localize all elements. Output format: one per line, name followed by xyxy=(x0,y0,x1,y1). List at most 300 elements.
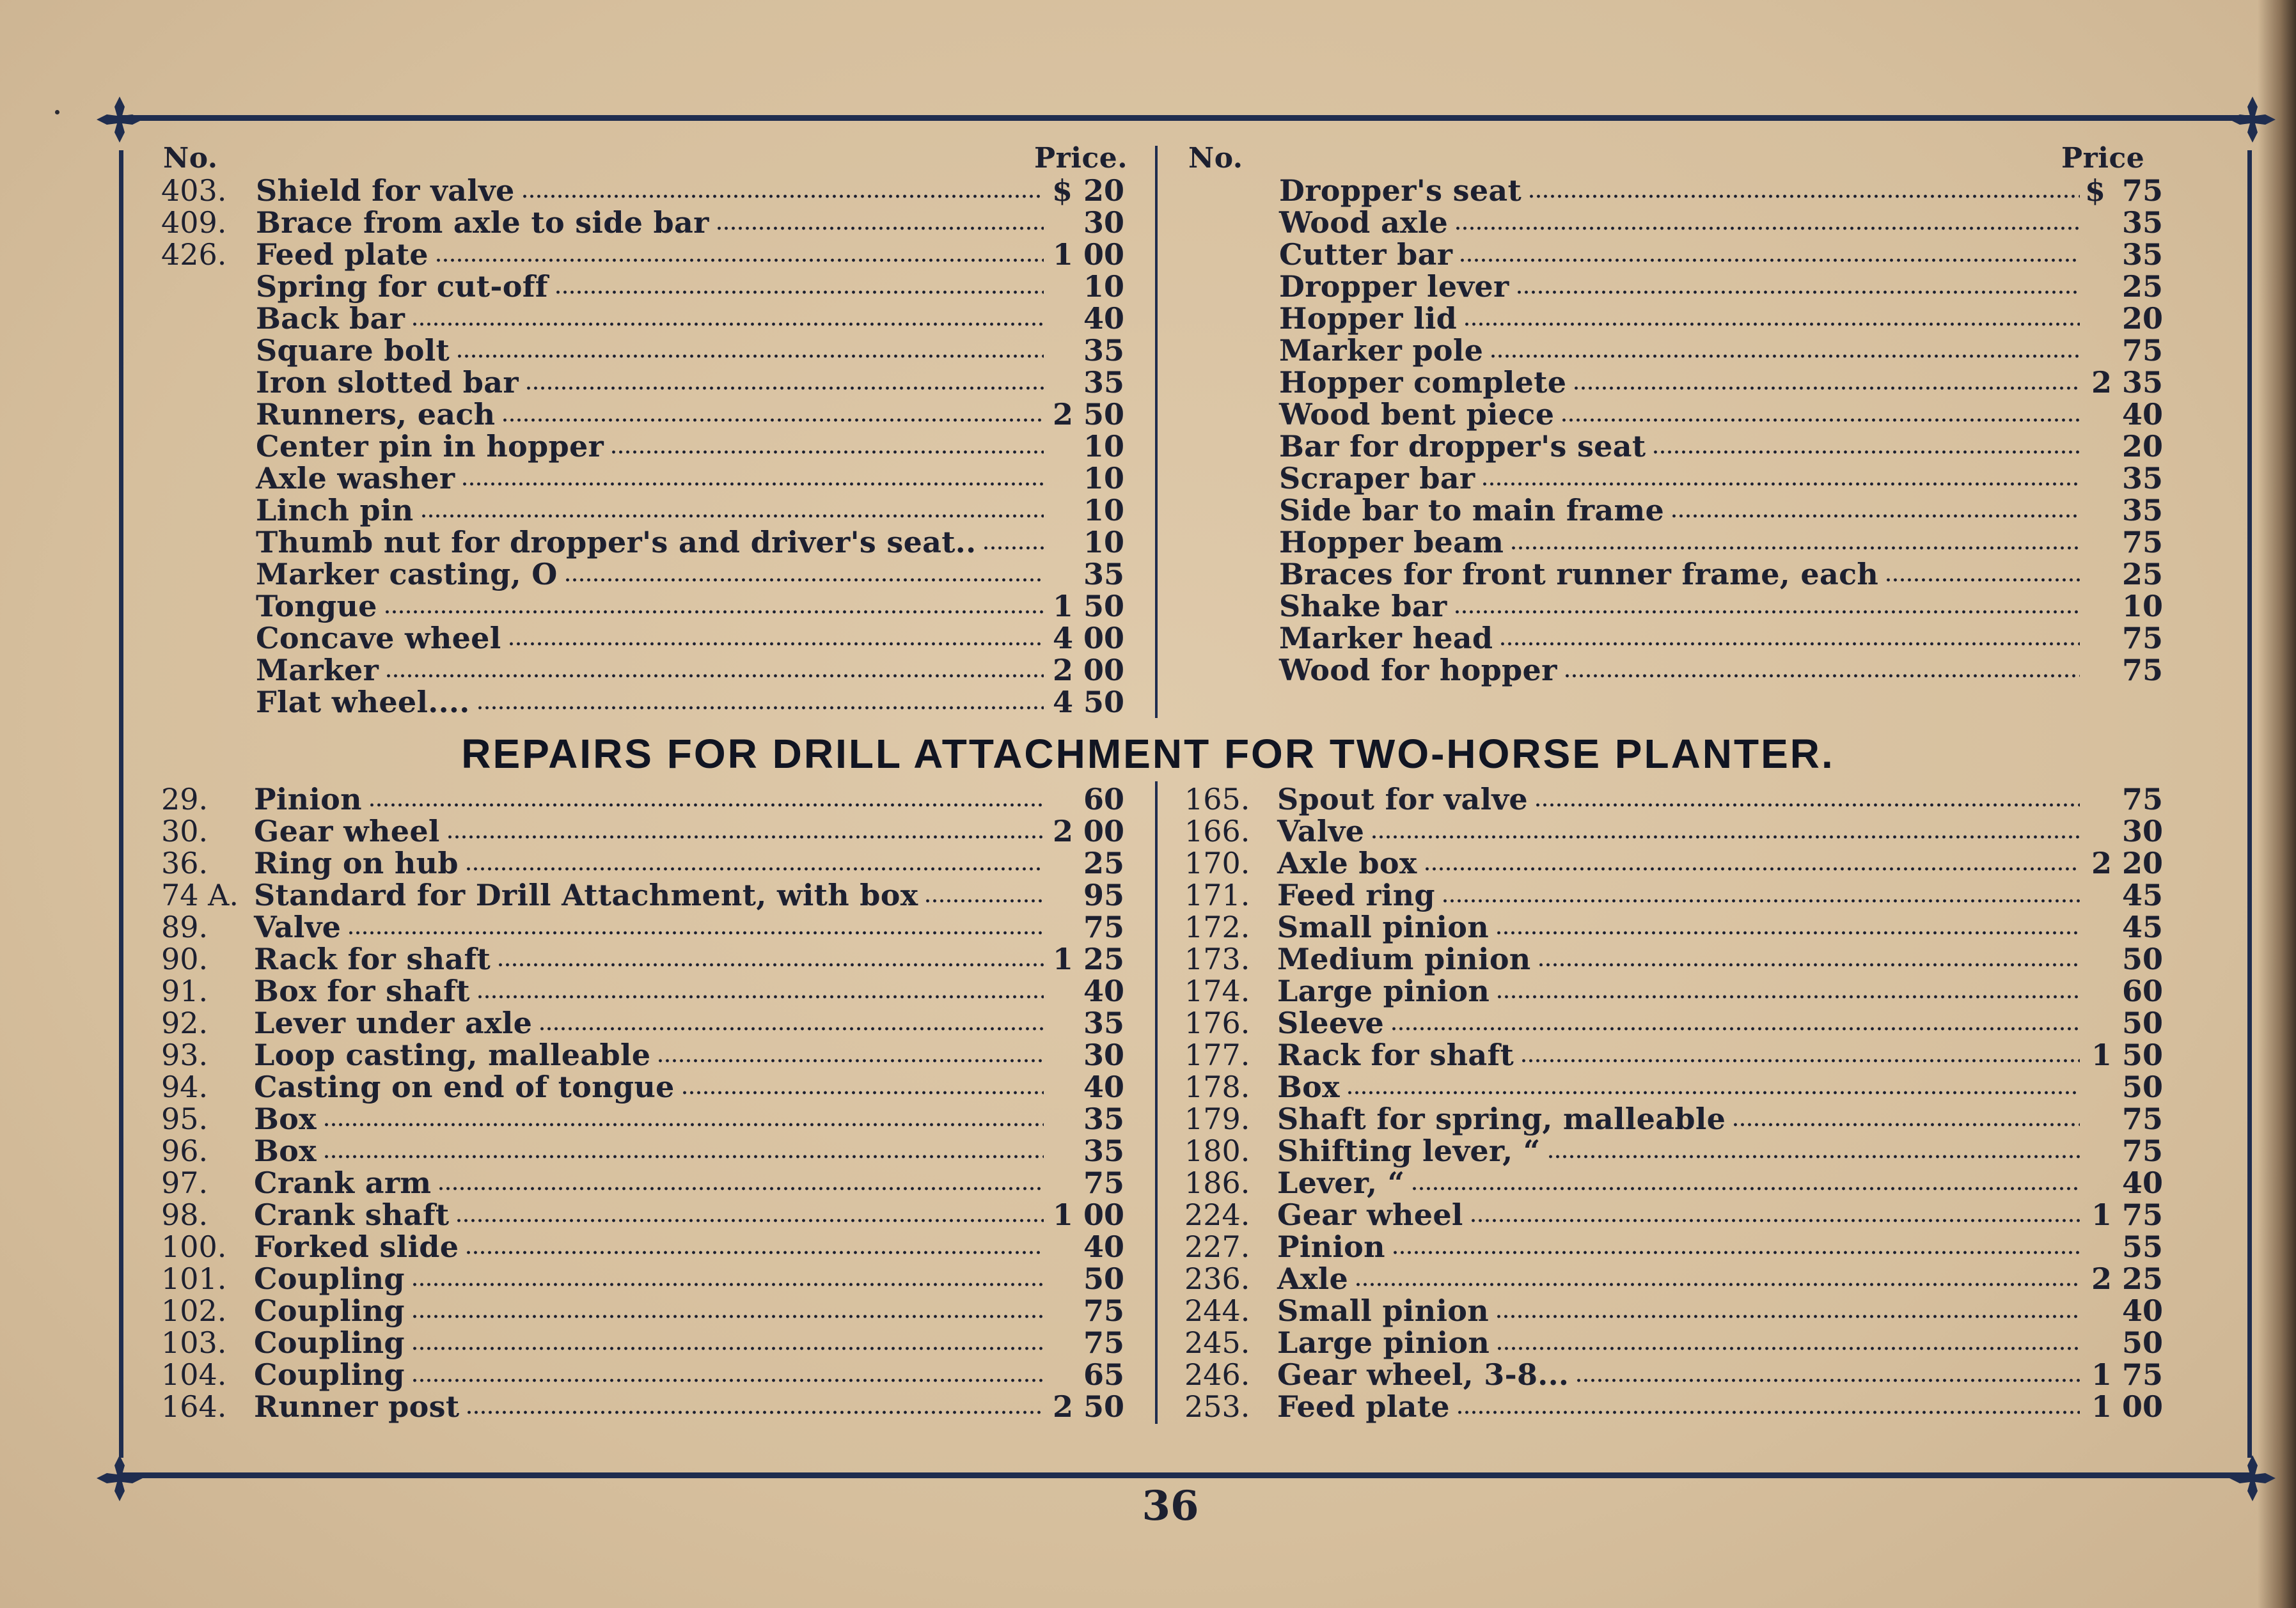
part-name: Bar for dropper's seat xyxy=(1279,429,1646,464)
part-price: 10 xyxy=(1083,525,1124,559)
left-no-header: No. xyxy=(163,142,218,175)
part-name: Spring for cut-off xyxy=(256,269,548,304)
part-name: Crank shaft xyxy=(254,1198,450,1232)
part-name: Casting on end of tongue xyxy=(254,1070,675,1104)
dot-leader xyxy=(1463,322,2080,327)
part-name: Hopper lid xyxy=(1279,301,1458,336)
part-number: 244. xyxy=(1184,1293,1250,1328)
parts-list-top-left xyxy=(161,175,1133,718)
part-price: 20 xyxy=(1083,173,1124,208)
part-price: 75 xyxy=(2121,1102,2163,1136)
part-name: Axle washer xyxy=(256,461,455,496)
dot-leader xyxy=(1490,354,2080,359)
left-price-header: Price. xyxy=(1034,142,1128,175)
dot-leader xyxy=(497,962,1044,967)
price-list-row xyxy=(1184,270,2163,302)
part-price: 75 xyxy=(1083,910,1124,944)
part-name: Box xyxy=(1277,1070,1340,1104)
part-number: 224. xyxy=(1184,1198,1250,1232)
dot-leader xyxy=(924,898,1044,903)
part-price: 45 xyxy=(2121,910,2163,944)
dot-leader xyxy=(411,1378,1044,1383)
part-number: 29. xyxy=(161,782,208,816)
dollar-sign: $ xyxy=(2084,173,2105,208)
part-name: Wood axle xyxy=(1279,205,1449,240)
part-number: 96. xyxy=(161,1134,208,1168)
part-name: Box xyxy=(254,1102,317,1136)
part-price: 50 xyxy=(1083,1261,1124,1296)
price-list-row xyxy=(1184,398,2163,430)
part-number: 101. xyxy=(161,1261,227,1296)
dot-leader xyxy=(1470,1218,2080,1223)
part-name: Small pinion xyxy=(1277,1293,1489,1328)
part-price: 35 xyxy=(2121,237,2163,272)
price-list-row xyxy=(161,430,1133,462)
price-list-row xyxy=(1184,207,2163,238)
part-name: Wood for hopper xyxy=(1279,653,1557,687)
parts-list-top-right xyxy=(1184,175,2163,686)
part-name: Rack for shaft xyxy=(254,942,491,976)
part-price: 1 75 xyxy=(2091,1357,2163,1392)
part-price: 40 xyxy=(2121,1293,2163,1328)
dot-leader xyxy=(435,258,1044,263)
part-name: Back bar xyxy=(256,301,405,336)
part-number: 246. xyxy=(1184,1357,1250,1392)
part-name: Dropper's seat xyxy=(1279,173,1522,208)
column-divider-top xyxy=(1155,146,1158,718)
part-price: 20 xyxy=(2121,429,2163,464)
part-number: 179. xyxy=(1184,1102,1250,1136)
part-price: 60 xyxy=(1083,782,1124,816)
price-list-row xyxy=(161,911,1133,943)
price-list-row xyxy=(161,975,1133,1007)
part-name: Valve xyxy=(1277,814,1365,848)
part-price: 40 xyxy=(1083,301,1124,336)
part-number: 171. xyxy=(1184,878,1250,912)
price-list-row xyxy=(161,1199,1133,1231)
part-number: 164. xyxy=(161,1389,227,1424)
part-price: 1 00 xyxy=(1052,1198,1124,1232)
dot-leader xyxy=(1371,834,2080,839)
price-list-row xyxy=(1184,558,2163,590)
part-price: 10 xyxy=(1083,429,1124,464)
border-bottom-rule xyxy=(118,1472,2254,1478)
paper-speck xyxy=(55,110,59,114)
part-price: 75 xyxy=(2121,1134,2163,1168)
corner-cross-ornament-icon xyxy=(94,94,145,145)
part-number: 93. xyxy=(161,1038,208,1072)
part-name: Ring on hub xyxy=(254,846,459,880)
price-list-row xyxy=(1184,494,2163,526)
part-name: Pinion xyxy=(254,782,362,816)
price-list-row xyxy=(161,238,1133,270)
corner-cross-ornament-icon xyxy=(94,1453,145,1504)
part-name: Lever, “ xyxy=(1277,1166,1405,1200)
price-list-row xyxy=(1184,1007,2163,1039)
part-name: Shaft for spring, malleable xyxy=(1277,1102,1726,1136)
part-name: Shield for valve xyxy=(256,173,515,208)
price-list-row xyxy=(1184,879,2163,911)
part-price: 75 xyxy=(2121,621,2163,655)
part-price: 1 00 xyxy=(1052,237,1124,272)
dot-leader xyxy=(1671,513,2080,519)
part-number: 178. xyxy=(1184,1070,1250,1104)
price-list-row xyxy=(1184,1199,2163,1231)
part-name: Spout for valve xyxy=(1277,782,1528,816)
dot-leader xyxy=(465,866,1044,871)
part-price: 35 xyxy=(1083,1134,1124,1168)
price-list-row xyxy=(1184,1359,2163,1391)
price-list-row xyxy=(161,1103,1133,1135)
dot-leader xyxy=(411,1314,1044,1319)
part-price: 35 xyxy=(2121,205,2163,240)
dot-leader xyxy=(539,1026,1044,1031)
right-price-header: Price xyxy=(2061,142,2145,175)
dot-leader xyxy=(1495,930,2080,935)
part-number: 97. xyxy=(161,1166,208,1200)
part-price: 2 35 xyxy=(2091,365,2163,400)
part-price: 75 xyxy=(2121,333,2163,368)
price-list-row xyxy=(161,398,1133,430)
part-price: 1 00 xyxy=(2091,1389,2163,1424)
dot-leader xyxy=(384,609,1044,614)
part-name: Wood bent piece xyxy=(1279,397,1555,432)
price-list-row xyxy=(1184,175,2163,207)
price-list-row xyxy=(161,1071,1133,1103)
part-price: 2 20 xyxy=(2091,846,2163,880)
part-price: 2 00 xyxy=(1052,814,1124,848)
part-number: 236. xyxy=(1184,1261,1250,1296)
price-list-row xyxy=(161,494,1133,526)
price-list-row xyxy=(161,783,1133,815)
dot-leader xyxy=(411,1346,1044,1351)
parts-list-bottom-left xyxy=(161,783,1133,1423)
part-number: 100. xyxy=(161,1229,227,1264)
part-price: 75 xyxy=(2121,173,2163,208)
part-price: 2 50 xyxy=(1052,397,1124,432)
part-number: 172. xyxy=(1184,910,1250,944)
price-list-row xyxy=(161,526,1133,558)
part-price: 1 50 xyxy=(1052,589,1124,623)
part-price: 35 xyxy=(1083,333,1124,368)
price-list-row xyxy=(161,847,1133,879)
price-list-row xyxy=(161,1135,1133,1167)
right-no-header: No. xyxy=(1188,142,1243,175)
part-number: 253. xyxy=(1184,1389,1250,1424)
dot-leader xyxy=(1520,1058,2080,1063)
part-name: Medium pinion xyxy=(1277,942,1531,976)
dot-leader xyxy=(1346,1090,2080,1095)
part-name: Shake bar xyxy=(1279,589,1447,623)
part-number: 74 A. xyxy=(161,878,239,912)
part-price: 60 xyxy=(2121,974,2163,1008)
part-name: Tongue xyxy=(256,589,377,623)
price-list-row xyxy=(1184,1167,2163,1199)
part-price: 35 xyxy=(1083,1006,1124,1040)
part-name: Marker pole xyxy=(1279,333,1484,368)
price-list-row xyxy=(161,366,1133,398)
part-name: Iron slotted bar xyxy=(256,365,519,400)
dot-leader xyxy=(465,1250,1044,1255)
part-name: Marker head xyxy=(1279,621,1493,655)
price-list-row xyxy=(1184,430,2163,462)
part-name: Feed ring xyxy=(1277,878,1435,912)
part-name: Crank arm xyxy=(254,1166,432,1200)
part-price: 35 xyxy=(2121,461,2163,496)
part-price: 40 xyxy=(2121,1166,2163,1200)
price-list-row xyxy=(1184,1327,2163,1359)
part-number: 98. xyxy=(161,1198,208,1232)
section-heading: REPAIRS FOR DRILL ATTACHMENT FOR TWO-HORSE PLANTER. xyxy=(461,731,1835,777)
part-price: 45 xyxy=(2121,878,2163,912)
part-price: 50 xyxy=(2121,942,2163,976)
price-list-row xyxy=(161,1231,1133,1263)
dot-leader xyxy=(1516,290,2080,295)
part-price: 25 xyxy=(2121,557,2163,591)
part-name: Valve xyxy=(254,910,342,944)
part-name: Brace from axle to side bar xyxy=(256,205,709,240)
part-number: 403. xyxy=(161,173,227,208)
price-list-row xyxy=(1184,1231,2163,1263)
price-list-row xyxy=(161,943,1133,975)
price-list-row xyxy=(161,558,1133,590)
part-number: 180. xyxy=(1184,1134,1250,1168)
price-list-row xyxy=(161,270,1133,302)
dot-leader xyxy=(1534,802,2080,808)
part-price: 50 xyxy=(2121,1006,2163,1040)
part-name: Dropper lever xyxy=(1279,269,1509,304)
part-name: Gear wheel xyxy=(254,814,440,848)
price-list-row xyxy=(161,1007,1133,1039)
part-number: 94. xyxy=(161,1070,208,1104)
part-name: Thumb nut for dropper's and driver's seat.. xyxy=(256,525,977,559)
part-number: 177. xyxy=(1184,1038,1250,1072)
part-number: 90. xyxy=(161,942,208,976)
part-number: 409. xyxy=(161,205,227,240)
part-name: Small pinion xyxy=(1277,910,1489,944)
part-price: 40 xyxy=(2121,397,2163,432)
price-list-row xyxy=(1184,1103,2163,1135)
part-price: 30 xyxy=(2121,814,2163,848)
part-price: 50 xyxy=(2121,1325,2163,1360)
dot-leader xyxy=(1652,449,2080,455)
dot-leader xyxy=(610,449,1044,455)
part-name: Side bar to main frame xyxy=(1279,493,1665,527)
dot-leader xyxy=(420,513,1044,519)
dot-leader xyxy=(1510,545,2080,550)
dot-leader xyxy=(1499,641,2080,646)
dot-leader xyxy=(368,802,1044,808)
price-list-row xyxy=(1184,1263,2163,1295)
price-list-row xyxy=(1184,462,2163,494)
part-price: 40 xyxy=(1083,1070,1124,1104)
part-price: 40 xyxy=(1083,974,1124,1008)
dot-leader xyxy=(1561,418,2080,423)
price-list-row xyxy=(1184,654,2163,686)
part-name: Forked slide xyxy=(254,1229,459,1264)
border-right-rule xyxy=(2247,150,2252,1458)
dot-leader xyxy=(681,1090,1044,1095)
part-number: 245. xyxy=(1184,1325,1250,1360)
dot-leader xyxy=(716,226,1044,231)
dot-leader xyxy=(1442,898,2080,903)
price-list-row xyxy=(161,1359,1133,1391)
dot-leader xyxy=(347,930,1044,935)
price-list-row xyxy=(161,207,1133,238)
corner-cross-ornament-icon xyxy=(2227,94,2278,145)
price-list-row xyxy=(1184,366,2163,398)
dot-leader xyxy=(1456,1410,2080,1415)
part-name: Gear wheel xyxy=(1277,1198,1463,1232)
part-price: 30 xyxy=(1083,205,1124,240)
part-price: 10 xyxy=(2121,589,2163,623)
price-list-row xyxy=(1184,1071,2163,1103)
dot-leader xyxy=(1732,1122,2080,1127)
part-price: 25 xyxy=(2121,269,2163,304)
price-list-row xyxy=(1184,302,2163,334)
dot-leader xyxy=(1424,866,2080,871)
part-price: 10 xyxy=(1083,461,1124,496)
price-list-row xyxy=(1184,1295,2163,1327)
part-name: Coupling xyxy=(254,1357,405,1392)
price-list-row xyxy=(161,1391,1133,1423)
dot-leader xyxy=(1547,1154,2080,1159)
price-list-row xyxy=(1184,911,2163,943)
price-list-row xyxy=(161,654,1133,686)
price-list-row xyxy=(1184,815,2163,847)
price-list-row xyxy=(1184,1039,2163,1071)
part-name: Large pinion xyxy=(1277,974,1490,1008)
part-name: Coupling xyxy=(254,1261,405,1296)
price-list-row xyxy=(161,462,1133,494)
price-list-row xyxy=(161,622,1133,654)
part-price: 2 00 xyxy=(1052,653,1124,687)
price-list-row xyxy=(161,1295,1133,1327)
dot-leader xyxy=(1575,1378,2080,1383)
price-list-row xyxy=(161,302,1133,334)
price-list-row xyxy=(1184,238,2163,270)
part-number: 36. xyxy=(161,846,208,880)
dot-leader xyxy=(564,577,1044,582)
dot-leader xyxy=(385,673,1044,678)
part-name: Marker casting, O xyxy=(256,557,558,591)
part-price: 2 50 xyxy=(1052,1389,1124,1424)
dot-leader xyxy=(476,705,1044,710)
dot-leader xyxy=(1481,481,2080,487)
price-list-row xyxy=(1184,526,2163,558)
part-price: 50 xyxy=(2121,1070,2163,1104)
part-number: 173. xyxy=(1184,942,1250,976)
dot-leader xyxy=(323,1154,1044,1159)
price-list-row xyxy=(161,334,1133,366)
part-price: 40 xyxy=(1083,1229,1124,1264)
part-price: 10 xyxy=(1083,493,1124,527)
part-number: 102. xyxy=(161,1293,227,1328)
dot-leader xyxy=(1573,386,2080,391)
part-name: Cutter bar xyxy=(1279,237,1453,272)
part-price: 75 xyxy=(1083,1325,1124,1360)
part-name: Box for shaft xyxy=(254,974,470,1008)
dot-leader xyxy=(554,290,1044,295)
part-number: 426. xyxy=(161,237,227,272)
part-number: 165. xyxy=(1184,782,1250,816)
part-price: 95 xyxy=(1083,878,1124,912)
price-list-row xyxy=(1184,622,2163,654)
part-price: 4 50 xyxy=(1052,685,1124,719)
part-price: 65 xyxy=(1083,1357,1124,1392)
part-name: Axle xyxy=(1277,1261,1349,1296)
part-number: 95. xyxy=(161,1102,208,1136)
dot-leader xyxy=(508,641,1044,646)
price-list-row xyxy=(1184,975,2163,1007)
part-name: Axle box xyxy=(1277,846,1417,880)
part-name: Hopper beam xyxy=(1279,525,1504,559)
dot-leader xyxy=(501,418,1044,423)
dot-leader xyxy=(1496,1346,2080,1351)
part-number: 92. xyxy=(161,1006,208,1040)
price-list-row xyxy=(161,1263,1133,1295)
part-name: Pinion xyxy=(1277,1229,1385,1264)
dot-leader xyxy=(1355,1282,2080,1287)
dot-leader xyxy=(455,1218,1044,1223)
dot-leader xyxy=(461,481,1044,487)
dot-leader xyxy=(411,1282,1044,1287)
price-list-row xyxy=(1184,590,2163,622)
dot-leader xyxy=(521,194,1044,199)
part-name: Gear wheel, 3-8... xyxy=(1277,1357,1569,1392)
dot-leader xyxy=(525,386,1044,391)
dot-leader xyxy=(1495,1314,2080,1319)
part-price: 1 50 xyxy=(2091,1038,2163,1072)
parts-list-bottom-right xyxy=(1184,783,2163,1423)
part-price: 75 xyxy=(2121,782,2163,816)
part-number: 91. xyxy=(161,974,208,1008)
dot-leader xyxy=(1537,962,2080,967)
part-price: 10 xyxy=(1083,269,1124,304)
part-price: 55 xyxy=(2121,1229,2163,1264)
part-price: 30 xyxy=(1083,1038,1124,1072)
dot-leader xyxy=(446,834,1044,839)
dot-leader xyxy=(1454,609,2080,614)
part-price: 35 xyxy=(1083,1102,1124,1136)
part-price: 35 xyxy=(2121,493,2163,527)
part-name: Box xyxy=(254,1134,317,1168)
corner-cross-ornament-icon xyxy=(2227,1453,2278,1504)
part-price: 1 25 xyxy=(1052,942,1124,976)
part-name: Shifting lever, “ xyxy=(1277,1134,1541,1168)
border-left-rule xyxy=(119,150,123,1458)
dot-leader xyxy=(1564,673,2080,678)
part-price: 25 xyxy=(1083,846,1124,880)
part-number: 176. xyxy=(1184,1006,1250,1040)
page-number: 36 xyxy=(1142,1482,1199,1530)
dot-leader xyxy=(411,322,1044,327)
dot-leader xyxy=(1459,258,2080,263)
part-price: 2 25 xyxy=(2091,1261,2163,1296)
dot-leader xyxy=(1411,1186,2080,1191)
part-number: 170. xyxy=(1184,846,1250,880)
price-list-row xyxy=(1184,334,2163,366)
part-number: 89. xyxy=(161,910,208,944)
dot-leader xyxy=(456,354,1044,359)
dot-leader xyxy=(1885,577,2080,582)
part-price: 75 xyxy=(2121,525,2163,559)
part-number: 227. xyxy=(1184,1229,1250,1264)
part-price: 35 xyxy=(1083,557,1124,591)
price-list-row xyxy=(1184,1135,2163,1167)
part-number: 103. xyxy=(161,1325,227,1360)
part-number: 30. xyxy=(161,814,208,848)
